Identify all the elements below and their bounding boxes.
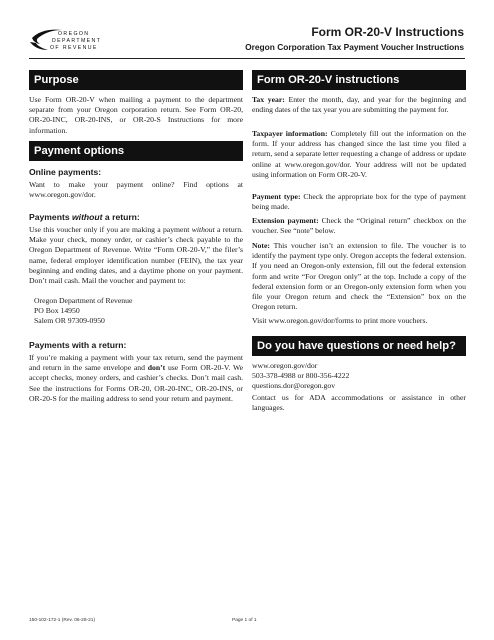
- header-divider: [29, 58, 465, 59]
- tax-year-text: Tax year: Enter the month, day, and year for the beginning and ending dates of the tax year you are submitting the payment for.: [252, 95, 466, 115]
- payments-with-return-heading: Payments with a return:: [29, 340, 127, 350]
- form-code: 150-102-172-1 (Rev. 06-28-21): [29, 618, 96, 623]
- address-line: Oregon Department of Revenue: [34, 296, 133, 305]
- contact-email: questions.dor@oregon.gov: [252, 381, 336, 390]
- note-text: Note: This voucher isn’t an extension to file. The voucher is to identify the payment type only. Oregon accepts the federal extension. If you need an Oregon-only extension, fill out the federal extension form and write “For Oregon only” at the top. Include a copy of the federal extension form or an Oregon-only extension form when you file your Oregon return and check the “Extension” box on the Oregon return.: [252, 241, 466, 312]
- purpose-text: Use Form OR-20-V when mailing a payment to the department separate from your Oregon corporation return. See Form OR-20, OR-20-INC, OR-20-INS, or OR-20-S Instructions for more information.: [29, 95, 243, 135]
- address-line: PO Box 14950: [34, 306, 80, 315]
- contact-website: www.oregon.gov/dor: [252, 361, 318, 370]
- ada-accommodations-text: Contact us for ADA accommodations or assistance in other languages.: [252, 393, 466, 413]
- page-subtitle: Oregon Corporation Tax Payment Voucher Instructions: [245, 42, 464, 52]
- contact-phone: 503-378-4988 or 800-356-4222: [252, 371, 350, 380]
- payments-with-return-text: If you’re making a payment with your tax return, send the payment and return in the same envelope and don’t use Form OR-20-V. We accept checks, money orders, and cashier’s checks. Don’t mail cash. See the instructions for Forms OR-20, OR-20-INC, OR-20-INS, or OR-20-S for the mailing address to send your return and payment.: [29, 353, 243, 403]
- help-heading: Do you have questions or need help?: [252, 336, 466, 356]
- logo-wordmark: [52, 31, 101, 52]
- page-title: Form OR-20-V Instructions: [311, 25, 464, 39]
- online-payments-heading: Online payments:: [29, 167, 102, 177]
- mailing-address: [34, 296, 132, 326]
- purpose-heading: Purpose: [29, 70, 243, 90]
- print-vouchers-text: Visit www.oregon.gov/dor/forms to print more vouchers.: [252, 316, 428, 325]
- logo-line-department: DEPARTMENT: [52, 38, 102, 44]
- payments-without-return-heading: Payments without a return:: [29, 212, 140, 222]
- extension-payment-text: Extension payment: Check the “Original return” checkbox on the voucher. See “note” below.: [252, 216, 466, 236]
- page-number: Page 1 of 1: [232, 618, 257, 623]
- payment-options-heading: Payment options: [29, 141, 243, 161]
- contact-info: [252, 361, 349, 391]
- payments-without-return-text: Use this voucher only if you are making a payment without a return. Make your check, money order, or cashier’s check payable to the Oregon Department of Revenue. Write “Form OR-20-V,” the filer’s name, federal employer identification number (FEIN), the tax year beginning and ending dates, and a daytime phone on your payment. Don’t mail cash. Mail the voucher and payment to:: [29, 225, 243, 286]
- online-payments-text: Want to make your payment online? Find options at www.oregon.gov/dor.: [29, 180, 243, 200]
- taxpayer-information-text: Taxpayer information: Completely fill out the information on the form. If your address has changed since the last time you filed a return, send a separate letter requesting a change of address or update online at www.oregon.gov/dor. Your address will not be updated using information on Form OR-20-V.: [252, 129, 466, 179]
- logo-line-oregon: OREGON: [58, 31, 90, 37]
- logo-line-revenue: OF REVENUE: [50, 45, 98, 51]
- address-line: Salem OR 97309-0950: [34, 316, 105, 325]
- payment-type-text: Payment type: Check the appropriate box for the type of payment being made.: [252, 192, 466, 212]
- form-instructions-heading: Form OR-20-V instructions: [252, 70, 466, 90]
